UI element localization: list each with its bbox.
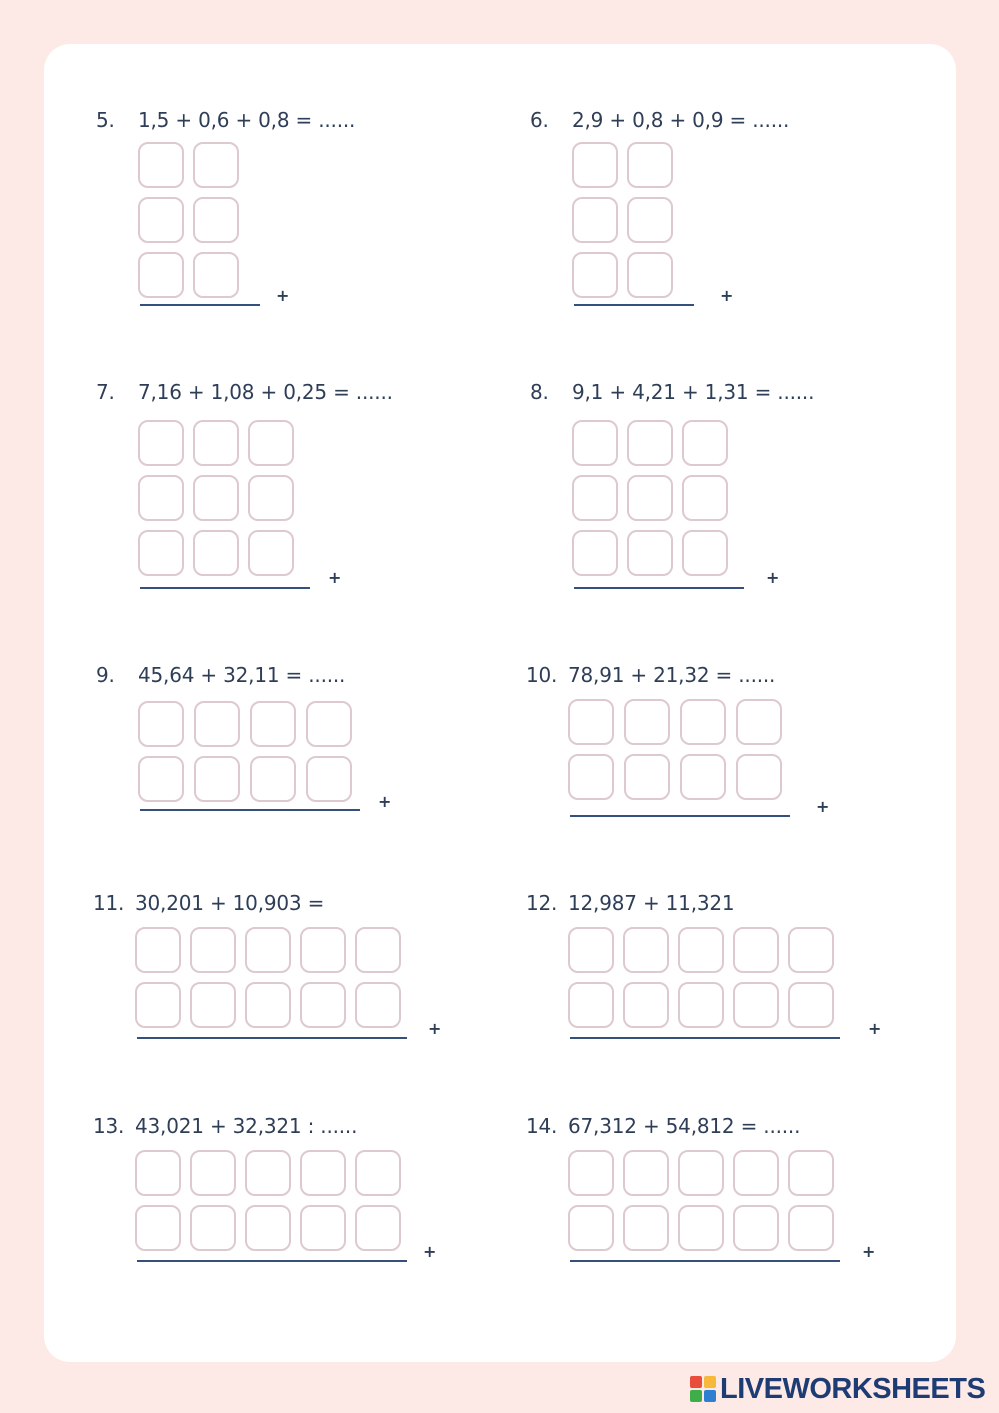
digit-box[interactable] bbox=[300, 927, 346, 973]
digit-box[interactable] bbox=[572, 197, 618, 243]
sum-line bbox=[140, 587, 310, 589]
digit-box[interactable] bbox=[355, 982, 401, 1028]
plus-sign: + bbox=[328, 568, 342, 587]
digit-box[interactable] bbox=[245, 927, 291, 973]
plus-sign: + bbox=[423, 1242, 437, 1261]
digit-box[interactable] bbox=[733, 1205, 779, 1251]
digit-box[interactable] bbox=[627, 420, 673, 466]
plus-sign: + bbox=[766, 568, 780, 587]
digit-box[interactable] bbox=[138, 756, 184, 802]
problem-expression: 12,987 + 11,321 bbox=[568, 891, 735, 915]
digit-box[interactable] bbox=[138, 252, 184, 298]
digit-box[interactable] bbox=[736, 699, 782, 745]
digit-box[interactable] bbox=[193, 530, 239, 576]
sum-line bbox=[570, 815, 790, 817]
digit-box[interactable] bbox=[733, 982, 779, 1028]
problem-label bbox=[96, 663, 346, 687]
digit-box[interactable] bbox=[193, 142, 239, 188]
digit-box[interactable] bbox=[190, 1150, 236, 1196]
problem-number: 10. bbox=[526, 663, 558, 687]
digit-box[interactable] bbox=[245, 1205, 291, 1251]
digit-box[interactable] bbox=[733, 927, 779, 973]
digit-box[interactable] bbox=[138, 142, 184, 188]
digit-box[interactable] bbox=[627, 142, 673, 188]
digit-box[interactable] bbox=[680, 754, 726, 800]
plus-sign: + bbox=[276, 286, 290, 305]
logo-square-1 bbox=[690, 1376, 702, 1388]
digit-box[interactable] bbox=[245, 1150, 291, 1196]
digit-box[interactable] bbox=[138, 530, 184, 576]
digit-box[interactable] bbox=[135, 1150, 181, 1196]
problem-label bbox=[526, 891, 735, 915]
digit-box[interactable] bbox=[193, 252, 239, 298]
digit-box[interactable] bbox=[623, 927, 669, 973]
problem-label bbox=[96, 108, 356, 132]
digit-box[interactable] bbox=[623, 982, 669, 1028]
digit-box[interactable] bbox=[572, 420, 618, 466]
digit-box[interactable] bbox=[682, 530, 728, 576]
problem-expression: 1,5 + 0,6 + 0,8 = ...... bbox=[138, 108, 356, 132]
digit-box[interactable] bbox=[678, 1205, 724, 1251]
digit-box[interactable] bbox=[678, 982, 724, 1028]
plus-sign: + bbox=[720, 286, 734, 305]
sum-line bbox=[574, 304, 694, 306]
problem-number: 5. bbox=[96, 108, 115, 132]
plus-sign: + bbox=[816, 797, 830, 816]
digit-box[interactable] bbox=[190, 982, 236, 1028]
digit-box[interactable] bbox=[300, 982, 346, 1028]
digit-box[interactable] bbox=[624, 754, 670, 800]
digit-box[interactable] bbox=[682, 420, 728, 466]
digit-box[interactable] bbox=[355, 927, 401, 973]
problem-number: 13. bbox=[93, 1114, 125, 1138]
digit-box[interactable] bbox=[627, 197, 673, 243]
sum-line bbox=[140, 809, 360, 811]
problem-expression: 30,201 + 10,903 = bbox=[135, 891, 325, 915]
digit-box[interactable] bbox=[568, 982, 614, 1028]
digit-box[interactable] bbox=[572, 530, 618, 576]
problem-label bbox=[530, 108, 790, 132]
problem-number: 9. bbox=[96, 663, 115, 687]
digit-box[interactable] bbox=[193, 475, 239, 521]
digit-box[interactable] bbox=[138, 701, 184, 747]
digit-box[interactable] bbox=[245, 982, 291, 1028]
digit-box[interactable] bbox=[627, 530, 673, 576]
plus-sign: + bbox=[378, 792, 392, 811]
problem-number: 6. bbox=[530, 108, 549, 132]
digit-box[interactable] bbox=[627, 475, 673, 521]
logo-mark-icon bbox=[690, 1376, 716, 1402]
digit-box[interactable] bbox=[788, 1150, 834, 1196]
digit-box[interactable] bbox=[572, 142, 618, 188]
problem-number: 7. bbox=[96, 380, 115, 404]
digit-box[interactable] bbox=[135, 982, 181, 1028]
plus-sign: + bbox=[428, 1019, 442, 1038]
digit-box[interactable] bbox=[138, 475, 184, 521]
problem-expression: 9,1 + 4,21 + 1,31 = ...... bbox=[572, 380, 815, 404]
digit-box[interactable] bbox=[193, 197, 239, 243]
digit-box[interactable] bbox=[306, 756, 352, 802]
digit-box[interactable] bbox=[355, 1205, 401, 1251]
digit-box[interactable] bbox=[682, 475, 728, 521]
digit-box[interactable] bbox=[623, 1150, 669, 1196]
sum-line bbox=[140, 304, 260, 306]
digit-box[interactable] bbox=[250, 756, 296, 802]
logo-square-3 bbox=[690, 1390, 702, 1402]
digit-box[interactable] bbox=[135, 927, 181, 973]
problem-label bbox=[96, 380, 393, 404]
digit-box[interactable] bbox=[135, 1205, 181, 1251]
digit-box[interactable] bbox=[788, 1205, 834, 1251]
digit-box[interactable] bbox=[568, 1150, 614, 1196]
digit-box[interactable] bbox=[678, 1150, 724, 1196]
digit-box[interactable] bbox=[627, 252, 673, 298]
digit-box[interactable] bbox=[193, 420, 239, 466]
sum-line bbox=[574, 587, 744, 589]
problem-expression: 7,16 + 1,08 + 0,25 = ...... bbox=[138, 380, 393, 404]
digit-box[interactable] bbox=[678, 927, 724, 973]
logo-square-4 bbox=[704, 1390, 716, 1402]
digit-box[interactable] bbox=[248, 530, 294, 576]
problem-label bbox=[526, 1114, 801, 1138]
digit-box[interactable] bbox=[190, 927, 236, 973]
digit-box[interactable] bbox=[138, 420, 184, 466]
digit-box[interactable] bbox=[680, 699, 726, 745]
logo-text: LIVEWORKSHEETS bbox=[720, 1372, 986, 1405]
digit-box[interactable] bbox=[250, 701, 296, 747]
digit-box[interactable] bbox=[623, 1205, 669, 1251]
digit-box[interactable] bbox=[306, 701, 352, 747]
problem-expression: 2,9 + 0,8 + 0,9 = ...... bbox=[572, 108, 790, 132]
digit-box[interactable] bbox=[300, 1150, 346, 1196]
problem-number: 14. bbox=[526, 1114, 558, 1138]
problem-expression: 67,312 + 54,812 = ...... bbox=[568, 1114, 801, 1138]
logo-square-2 bbox=[704, 1376, 716, 1388]
digit-box[interactable] bbox=[568, 1205, 614, 1251]
digit-box[interactable] bbox=[248, 475, 294, 521]
problem-label bbox=[530, 380, 815, 404]
liveworksheets-logo bbox=[690, 1372, 985, 1406]
plus-sign: + bbox=[868, 1019, 882, 1038]
digit-box[interactable] bbox=[300, 1205, 346, 1251]
digit-box[interactable] bbox=[624, 699, 670, 745]
digit-box[interactable] bbox=[568, 927, 614, 973]
problem-expression: 45,64 + 32,11 = ...... bbox=[138, 663, 346, 687]
digit-box[interactable] bbox=[190, 1205, 236, 1251]
problem-number: 8. bbox=[530, 380, 549, 404]
problem-label bbox=[93, 891, 325, 915]
sum-line bbox=[137, 1260, 407, 1262]
problem-label bbox=[93, 1114, 358, 1138]
digit-box[interactable] bbox=[355, 1150, 401, 1196]
digit-box[interactable] bbox=[736, 754, 782, 800]
digit-box[interactable] bbox=[572, 475, 618, 521]
digit-box[interactable] bbox=[248, 420, 294, 466]
digit-box[interactable] bbox=[138, 197, 184, 243]
digit-box[interactable] bbox=[568, 699, 614, 745]
problem-number: 12. bbox=[526, 891, 558, 915]
digit-box[interactable] bbox=[194, 756, 240, 802]
plus-sign: + bbox=[862, 1242, 876, 1261]
digit-box[interactable] bbox=[788, 927, 834, 973]
sum-line bbox=[570, 1037, 840, 1039]
digit-box[interactable] bbox=[733, 1150, 779, 1196]
sum-line bbox=[137, 1037, 407, 1039]
problem-expression: 78,91 + 21,32 = ...... bbox=[568, 663, 776, 687]
sum-line bbox=[570, 1260, 840, 1262]
problem-number: 11. bbox=[93, 891, 125, 915]
digit-box[interactable] bbox=[568, 754, 614, 800]
digit-box[interactable] bbox=[194, 701, 240, 747]
problem-label bbox=[526, 663, 776, 687]
digit-box[interactable] bbox=[572, 252, 618, 298]
problem-expression: 43,021 + 32,321 : ...... bbox=[135, 1114, 358, 1138]
digit-box[interactable] bbox=[788, 982, 834, 1028]
